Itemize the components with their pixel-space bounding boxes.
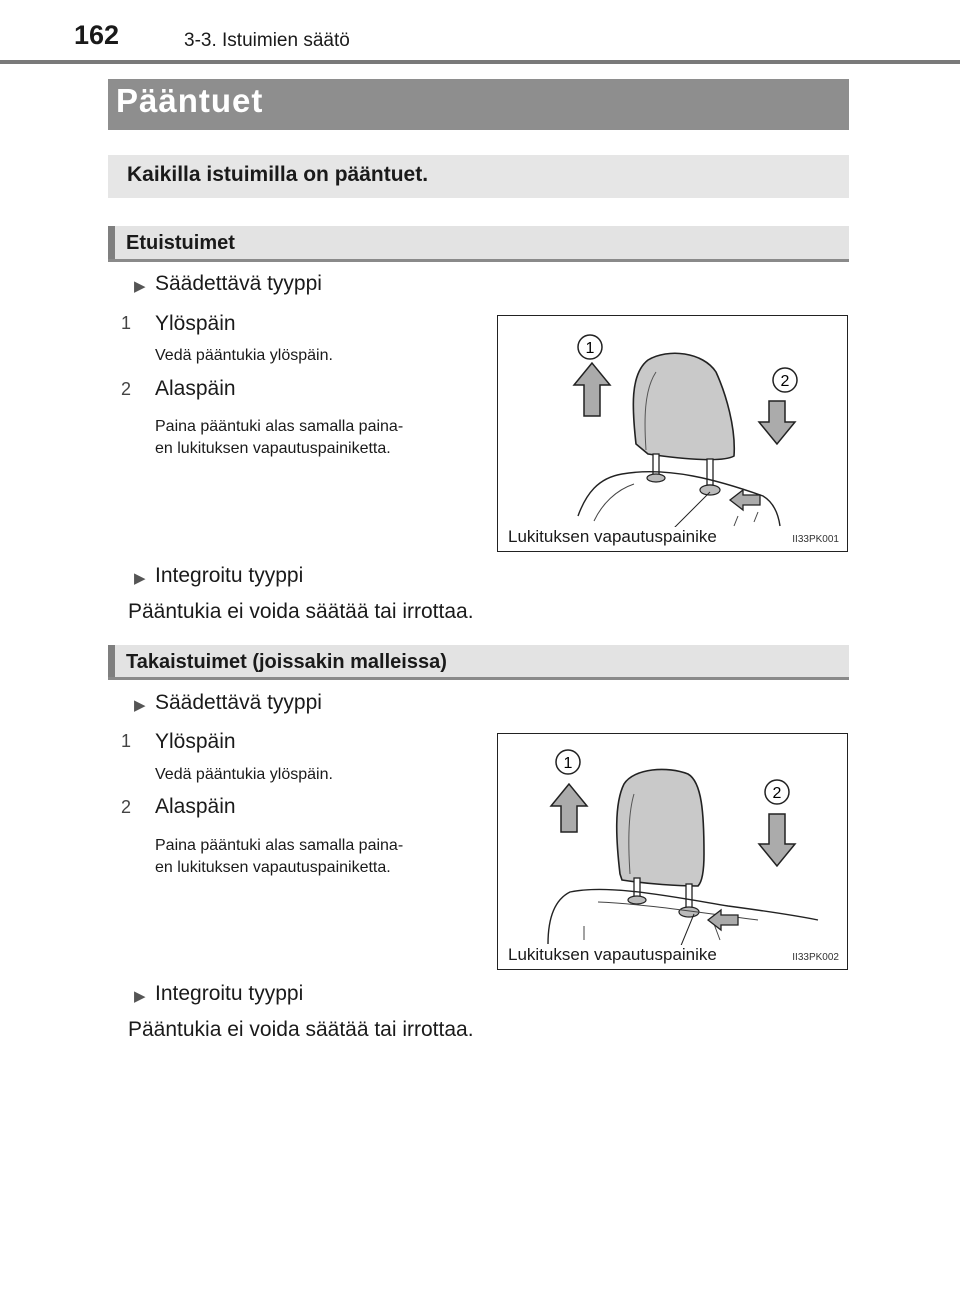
front-headrest-figure [497, 315, 848, 552]
rear-item-down-desc-2: en lukituksen vapautuspainiketta. [155, 859, 391, 876]
down-arrow-icon [759, 401, 795, 444]
rear-integrated-text: Pääntukia ei voida säätää tai irrottaa. [128, 1018, 474, 1041]
up-arrow-icon [551, 784, 587, 832]
bullet-icon: ▶ [134, 278, 146, 295]
front-integrated-text: Pääntukia ei voida säätää tai irrottaa. [128, 600, 474, 623]
up-arrow-icon [574, 363, 610, 416]
step-number-1: 1 [120, 731, 131, 751]
down-arrow-icon [759, 814, 795, 866]
rear-item-down-desc-1: Paina pääntuki alas samalla paina- [155, 837, 404, 854]
marker-2-text: 2 [780, 373, 790, 390]
rear-integrated-label: Integroitu tyyppi [155, 982, 304, 1005]
front-item-down-desc-2: en lukituksen vapautuspainiketta. [155, 440, 391, 457]
step-number-2: 2 [120, 797, 131, 817]
front-item-down-desc-1: Paina pääntuki alas samalla paina- [155, 418, 404, 435]
page-title: Pääntuet [116, 82, 264, 119]
front-heading: Etuistuimet [126, 232, 235, 254]
front-headrest-illustration [498, 316, 849, 553]
marker-2-text: 2 [772, 785, 782, 802]
figure-code: II33PK001 [792, 534, 839, 545]
release-arrow-icon [708, 910, 738, 930]
front-item-up-desc: Vedä pääntukia ylöspäin. [155, 347, 333, 364]
rear-item-up-title: Ylöspäin [155, 730, 236, 753]
rear-headrest-figure [497, 733, 848, 970]
front-integrated-label: Integroitu tyyppi [155, 564, 304, 587]
rear-item-up-desc: Vedä pääntukia ylöspäin. [155, 766, 333, 783]
header-divider [0, 60, 960, 64]
page-number: 162 [74, 20, 120, 50]
bullet-icon: ▶ [134, 988, 146, 1005]
rear-item-down-title: Alaspäin [155, 795, 236, 818]
marker-1-text: 1 [563, 755, 573, 772]
rear-headrest-illustration [498, 734, 849, 971]
section-title: 3-3. Istuimien säätö [184, 30, 350, 51]
rear-adjustable-label: Säädettävä tyyppi [155, 691, 322, 714]
bullet-icon: ▶ [134, 697, 146, 714]
release-button-label: Lukituksen vapautuspainike [508, 945, 717, 964]
rear-heading-rule [108, 677, 849, 680]
intro-text: Kaikilla istuimilla on pääntuet. [127, 163, 429, 186]
front-heading-rule [108, 259, 849, 262]
marker-1-text: 1 [585, 340, 595, 357]
front-item-down-title: Alaspäin [155, 377, 236, 400]
step-number-1: 1 [120, 313, 131, 333]
release-button-label: Lukituksen vapautuspainike [508, 527, 717, 546]
front-adjustable-label: Säädettävä tyyppi [155, 272, 322, 295]
rear-heading: Takaistuimet (joissakin malleissa) [126, 651, 447, 673]
bullet-icon: ▶ [134, 570, 146, 587]
step-number-2: 2 [120, 379, 131, 399]
front-item-up-title: Ylöspäin [155, 312, 236, 335]
headrest-shape [633, 353, 734, 459]
figure-code: II33PK002 [792, 952, 839, 963]
